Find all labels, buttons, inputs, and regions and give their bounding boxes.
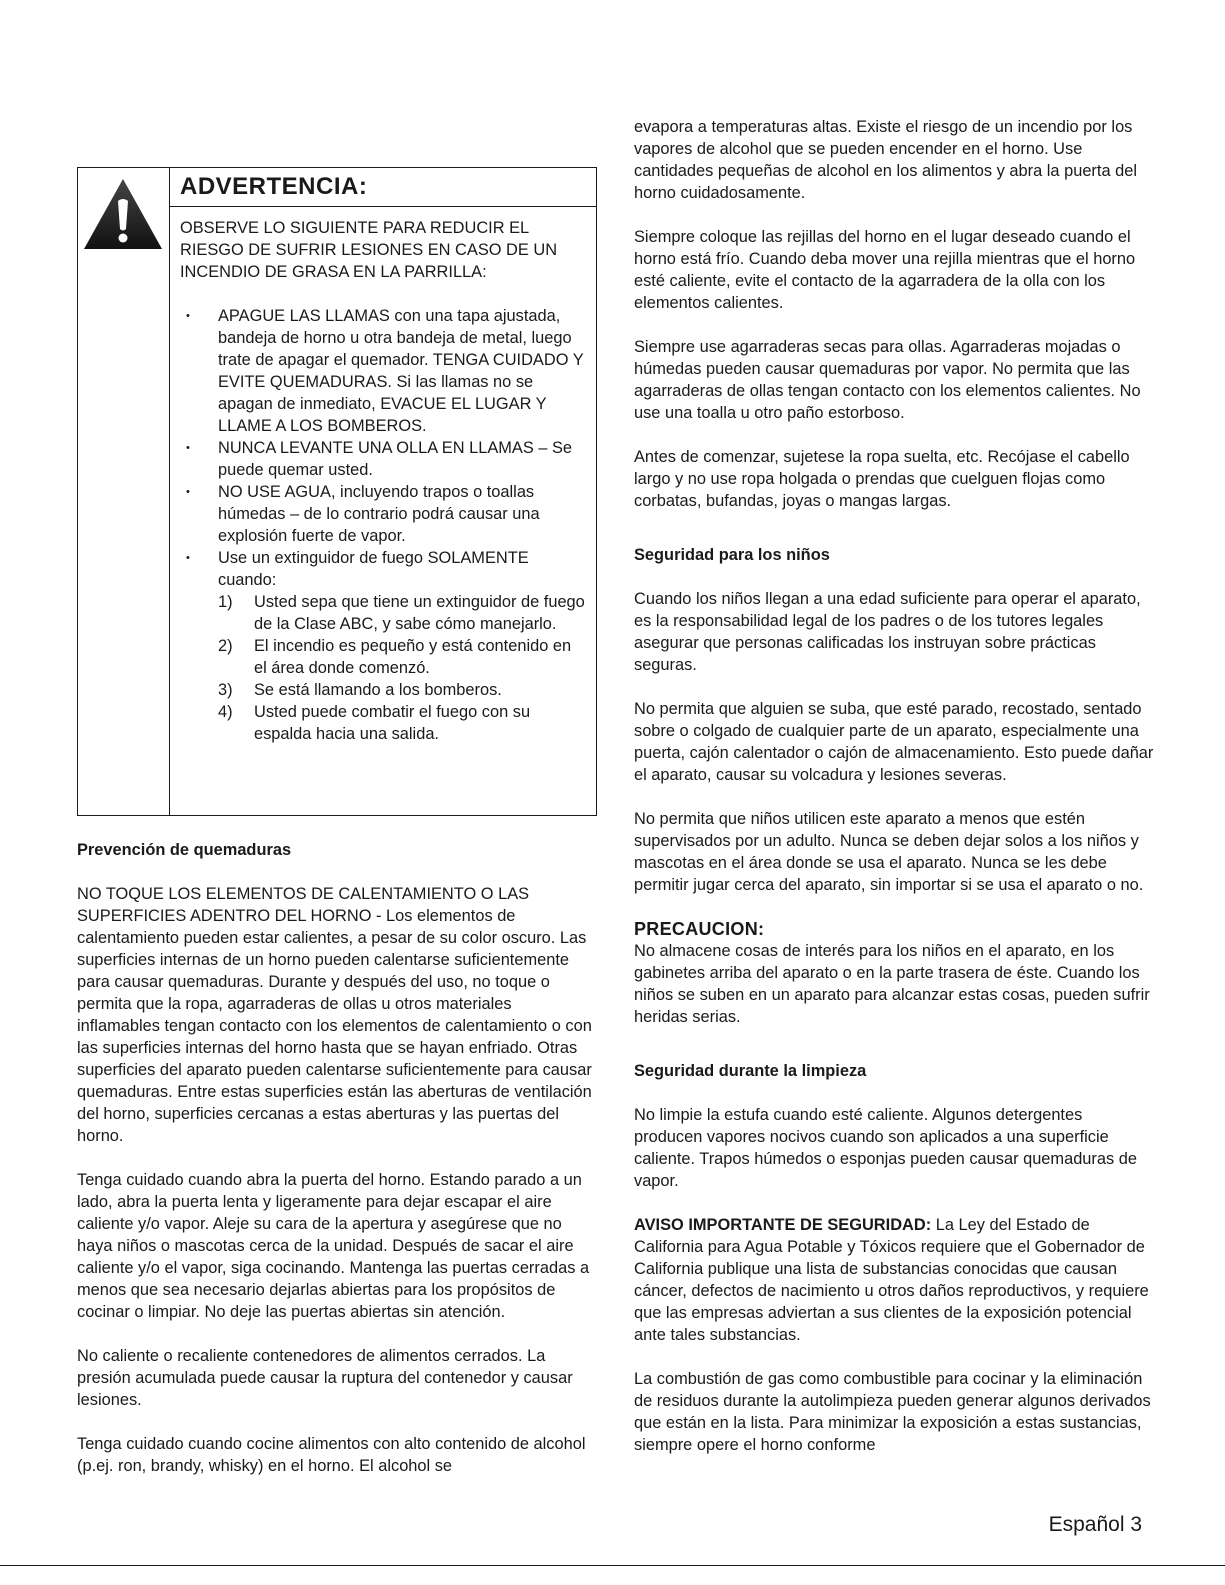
condition-number: 3) bbox=[218, 681, 233, 699]
left-column bbox=[77, 167, 597, 1499]
children-paragraph: No permita que alguien se suba, que esté parado, recostado, sentado sobre o colgado de cualquier parte de un aparato, especialmente una puerta, cajón calentador o cajón de almacenamiento. Esto puede dañar el aparato, causar su volcadura y lesiones severas. bbox=[634, 700, 1154, 784]
condition-number: 1) bbox=[218, 593, 233, 611]
condition-text: Usted sepa que tiene un extinguidor de fuego de la Clase ABC, y sabe cómo manejarlo. bbox=[254, 593, 585, 633]
burns-paragraph: Tenga cuidado cuando abra la puerta del horno. Estando parado a un lado, abra la puerta lenta y ligeramente para dejar escapar el aire caliente y/o vapor. Aleje su cara de la apertura y asegúrese que no haya niños o mascotas cerca de la unidad. Después de sacar el aire caliente y/o el vapor, siga cocinando. Mantenga las puertas cerradas a menos que sea necesario dejarlas abiertas para los propósitos de cocinar o limpiar. No deje las puertas abiertas sin atención. bbox=[77, 1171, 590, 1321]
safety-notice bbox=[634, 1214, 1154, 1346]
warning-bullet-extinguisher bbox=[180, 547, 586, 745]
warning-bullet: • NO USE AGUA, incluyendo trapos o toallas húmedas – de lo contrario podrá causar una explosión fuerte de vapor. bbox=[180, 481, 586, 547]
burns-heading: Prevención de quemaduras bbox=[77, 841, 292, 859]
page-footer-label: Español 3 bbox=[1048, 1513, 1142, 1536]
warning-bullet-list bbox=[180, 305, 586, 745]
condition-item bbox=[218, 701, 586, 745]
safety-notice-lead: AVISO IMPORTANTE DE SEGURIDAD: bbox=[634, 1216, 932, 1234]
condition-number: 4) bbox=[218, 703, 233, 721]
warning-bullet-text: Use un extinguidor de fuego SOLAMENTE cuando: bbox=[218, 549, 529, 589]
burns-paragraph-continued: Siempre coloque las rejillas del horno en el lugar deseado cuando el horno está frío. Cuando deba mover una rejilla mientras que el horno esté caliente, evite el contacto de la agarradera de la olla con los elementos calientes. bbox=[634, 228, 1136, 312]
burns-paragraph-continued: Antes de comenzar, sujetese la ropa suelta, etc. Recójase el cabello largo y no use ropa holgada o prendas que cuelguen flojas como corbatas, bufandas, joyas o mangas largas. bbox=[634, 448, 1130, 510]
bottom-rule bbox=[0, 1565, 1225, 1566]
condition-item bbox=[218, 679, 586, 701]
condition-text: El incendio es pequeño y está contenido en el área donde comenzó. bbox=[254, 637, 572, 677]
warning-body bbox=[170, 168, 596, 815]
burns-paragraph: No caliente o recaliente contenedores de alimentos cerrados. La presión acumulada puede causar la ruptura del contenedor y causar lesiones. bbox=[77, 1347, 573, 1409]
warning-icon-cell bbox=[78, 168, 170, 815]
burns-paragraph: Tenga cuidado cuando cocine alimentos con alto contenido de alcohol (p.ej. ron, brandy, whisky) en el horno. El alcohol se bbox=[77, 1435, 586, 1475]
caution-text: No almacene cosas de interés para los niños en el aparato, en los gabinetes arriba del aparato o en la parte trasera de éste. Cuando los niños se suben en un aparato para alcanzar estas cosas, pueden sufrir heridas serias. bbox=[634, 942, 1150, 1026]
burns-paragraph-continued: Siempre use agarraderas secas para ollas. Agarraderas mojadas o húmedas pueden causar quemaduras por vapor. No permita que las agarraderas de ollas tengan contacto con los elementos calientes. No use una toalla u otro paño estorboso. bbox=[634, 338, 1141, 422]
burns-paragraph-continued: evapora a temperaturas altas. Existe el riesgo de un incendio por los vapores de alcohol que se pueden encender en el horno. Use cantidades pequeñas de alcohol en los alimentos y abra la puerta del horno cuidadosamente. bbox=[634, 118, 1137, 202]
warning-bullet: • APAGUE LAS LLAMAS con una tapa ajustada, bandeja de horno u otra bandeja de metal, luego trate de apagar el quemador. TENGA CUIDADO Y EVITE QUEMADURAS. Si las llamas no se apagan de inmediato, EVACUE EL LUGAR Y LLAME A LOS BOMBEROS. bbox=[180, 305, 586, 437]
warning-intro: OBSERVE LO SIGUIENTE PARA REDUCIR EL RIESGO DE SUFRIR LESIONES EN CASO DE UN INCENDIO DE GRASA EN LA PARRILLA: bbox=[180, 219, 558, 281]
condition-text: Usted puede combatir el fuego con su espalda hacia una salida. bbox=[254, 703, 531, 743]
warning-triangle-icon bbox=[82, 177, 164, 251]
warning-content bbox=[170, 207, 596, 745]
warning-title: ADVERTENCIA: bbox=[170, 168, 596, 207]
warning-box bbox=[77, 167, 597, 816]
right-column bbox=[634, 116, 1154, 1478]
children-paragraph: No permita que niños utilicen este aparato a menos que estén supervisados por un adulto. Nunca se deben dejar solos a los niños y mascotas en el área donde se usa el aparato. Nunca se les debe permitir jugar cerca del aparato, sin importar si se usa el aparato o no. bbox=[634, 810, 1144, 894]
children-paragraph: Cuando los niños llegan a una edad suficiente para operar el aparato, es la responsabilidad legal de los padres o de los tutores legales asegurar que personas calificadas los instruyan sobre prácticas seguras. bbox=[634, 590, 1141, 674]
cleaning-final-paragraph: La combustión de gas como combustible para cocinar y la eliminación de residuos durante la autolimpieza pueden generar algunos derivados que están en la lista. Para minimizar la exposición a estas sustancias, siempre opere el horno conforme bbox=[634, 1370, 1151, 1454]
condition-number: 2) bbox=[218, 637, 233, 655]
safety-notice-text: La Ley del Estado de California para Agua Potable y Tóxicos requiere que el Gobernador de California publique una lista de substancias conocidas que causan cáncer, defectos de nacimiento u otros daños reproductivos, y requiere que las empresas adviertan a sus clientes de la exposición potencial ante tales substancias. bbox=[634, 1216, 1149, 1344]
condition-item bbox=[218, 591, 586, 635]
caution-title: PRECAUCION: bbox=[634, 919, 765, 939]
extinguisher-conditions-list bbox=[218, 591, 586, 745]
cleaning-paragraph: No limpie la estufa cuando esté caliente. Algunos detergentes producen vapores nocivos cuando son aplicados a una superficie caliente. Trapos húmedos o esponjas pueden causar quemaduras de vapor. bbox=[634, 1106, 1137, 1190]
condition-item bbox=[218, 635, 586, 679]
cleaning-heading: Seguridad durante la limpieza bbox=[634, 1062, 867, 1080]
burns-paragraph: NO TOQUE LOS ELEMENTOS DE CALENTAMIENTO O LAS SUPERFICIES ADENTRO DEL HORNO - Los elementos de calentamiento pueden estar calientes, a pesar de su color oscuro. Las superficies internas de un horno pueden calentarse suficientemente para causar quemaduras. Durante y después del uso, no toque o permita que la ropa, agarraderas de ollas u otros materiales inflamables tengan contacto con los elementos de calentamiento o con las superficies internas del horno hasta que se hayan enfriado. Otras superficies del aparato pueden calentarse suficientemente para causar quemaduras. Entre estas superficies están las aberturas de ventilación del horno, superficies cercanas a estas aberturas y las puertas del horno. bbox=[77, 885, 592, 1145]
condition-text: Se está llamando a los bomberos. bbox=[254, 681, 502, 699]
children-heading: Seguridad para los niños bbox=[634, 546, 830, 564]
warning-bullet: • NUNCA LEVANTE UNA OLLA EN LLAMAS – Se puede quemar usted. bbox=[180, 437, 586, 481]
